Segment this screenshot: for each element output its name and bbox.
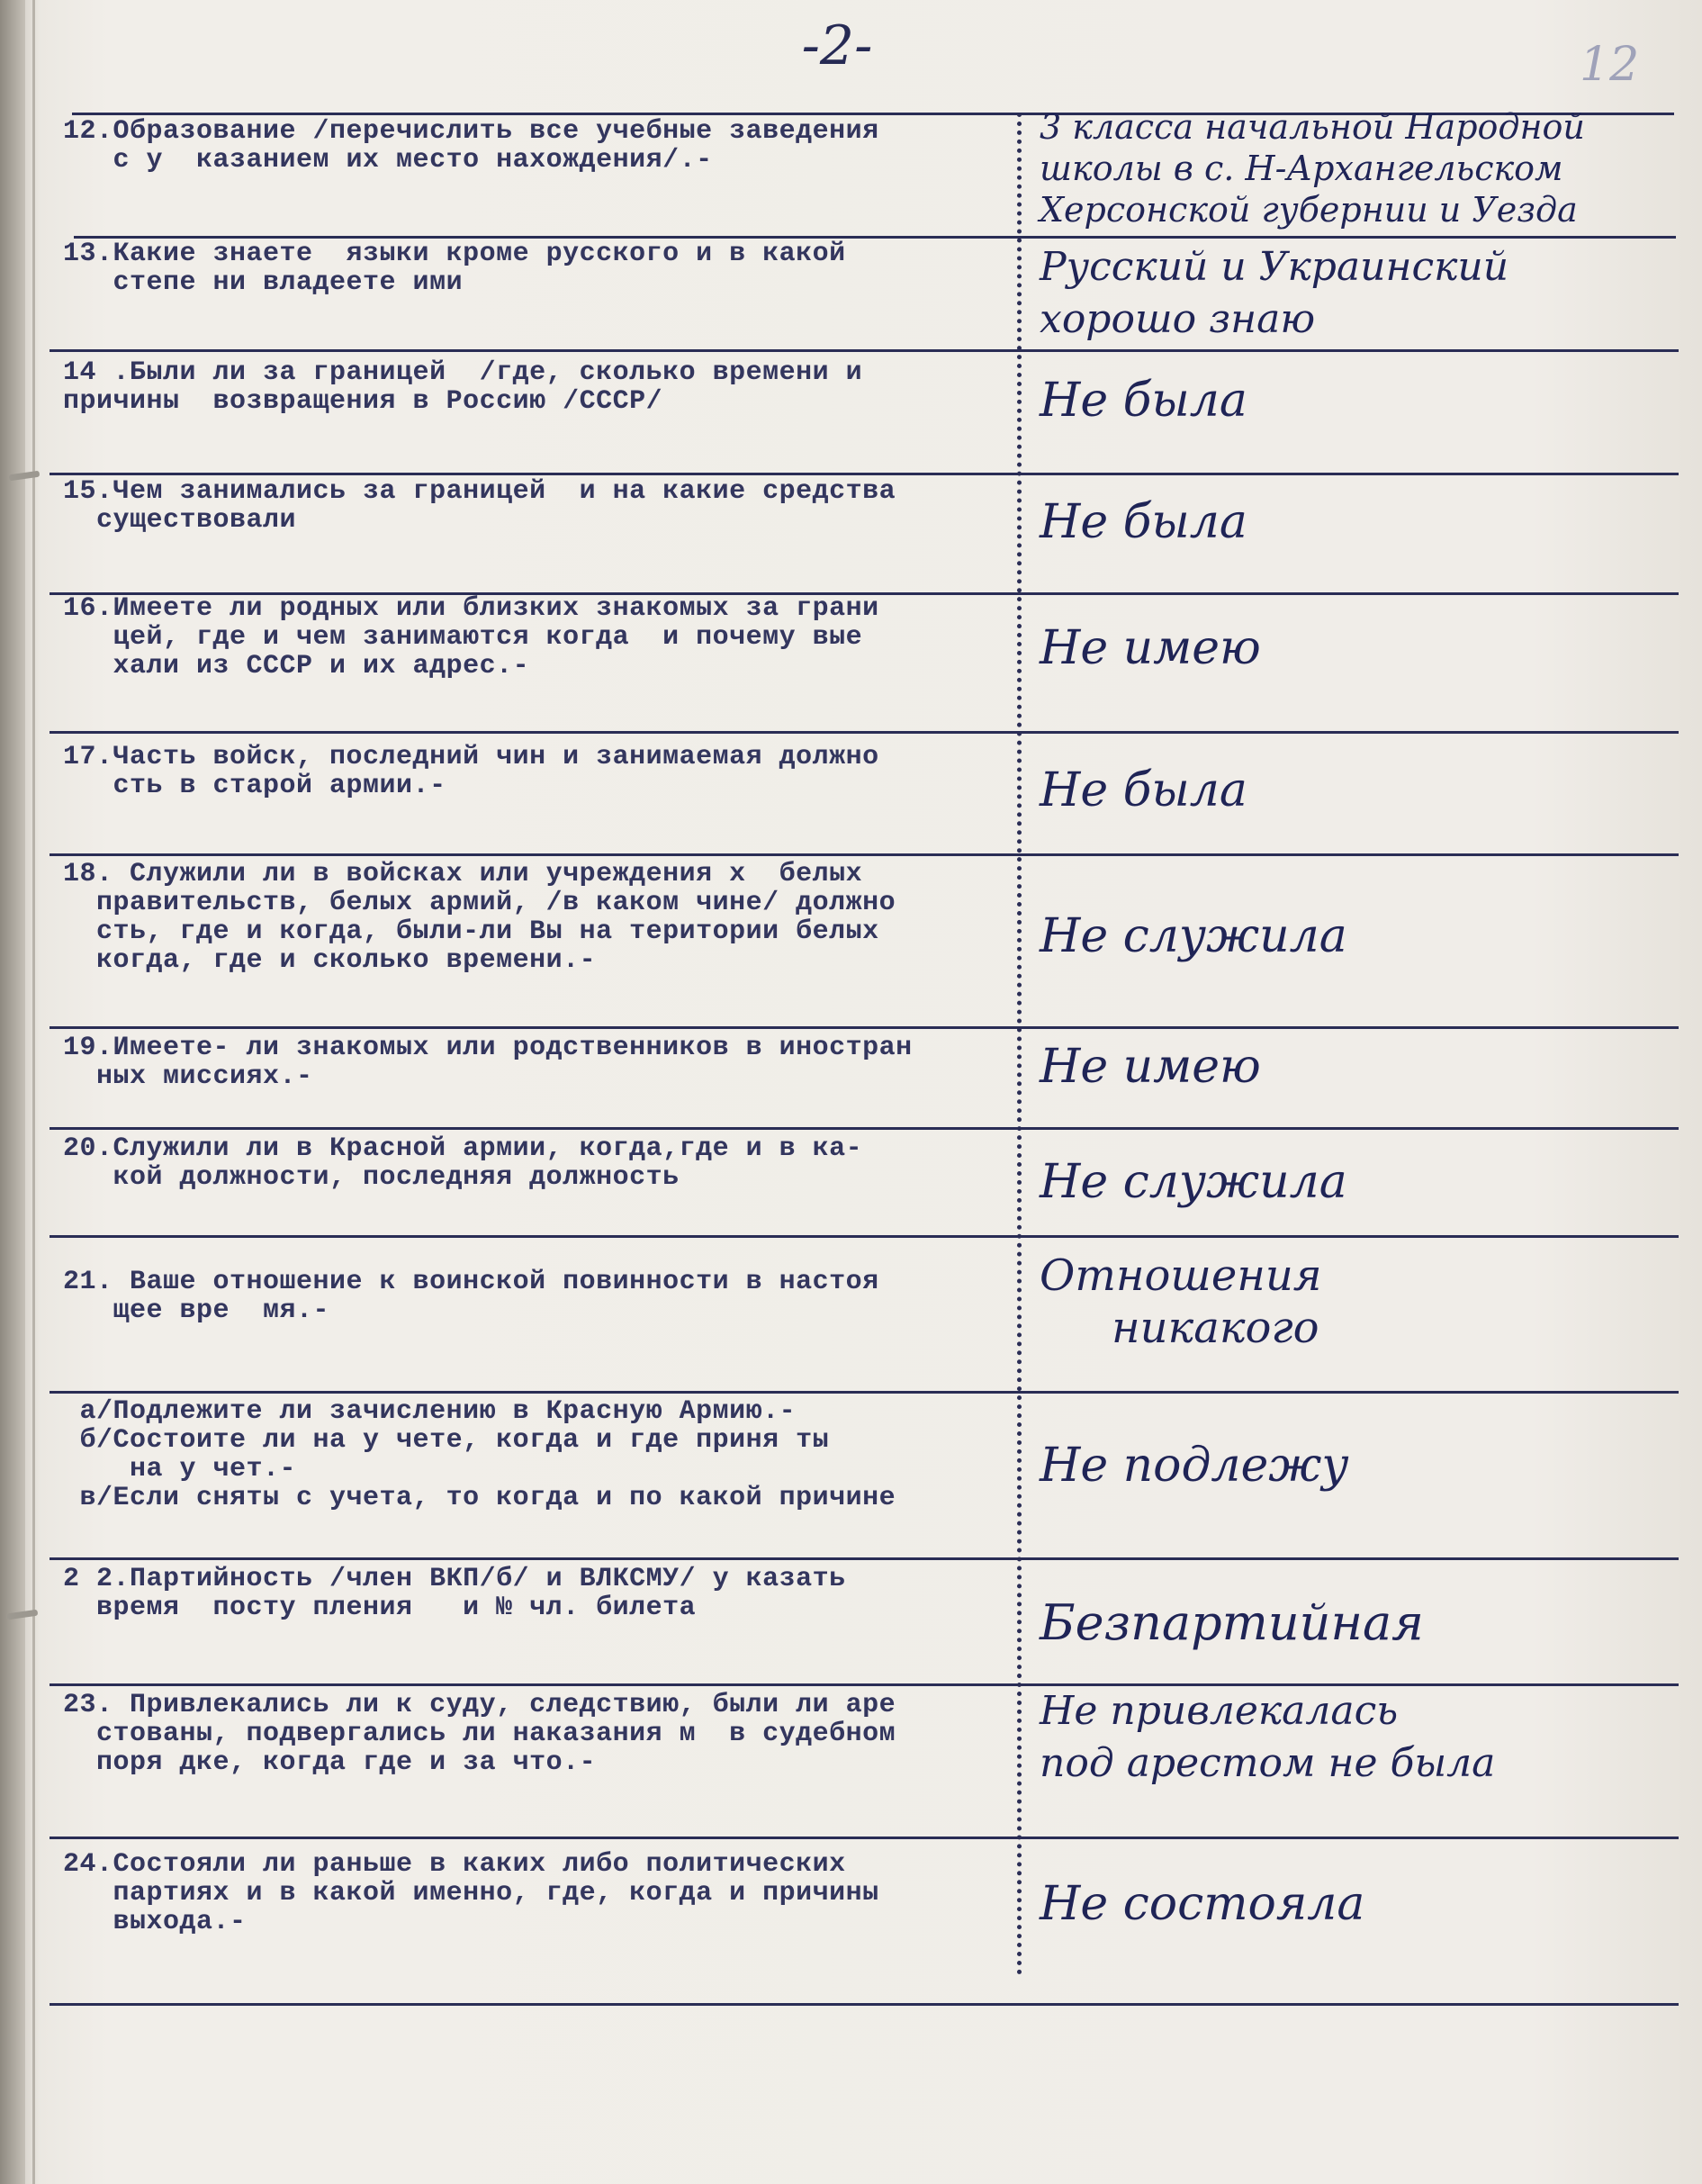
answer-13: Русский и Украинский хорошо знаю — [1040, 244, 1509, 342]
answer-20: Не служила — [1040, 1155, 1347, 1209]
row-rule — [50, 473, 1679, 475]
answer-19: Не имею — [1040, 1040, 1261, 1094]
question-23: 23. Привлекались ли к суду, следствию, были ли аре стованы, подвергались ли наказания м в судебном поря дке, когда где и за что.- — [63, 1690, 896, 1778]
question-19: 19.Имеете- ли знакомых или родственников в иностран ных миссиях.- — [63, 1033, 913, 1092]
row-rule — [50, 1391, 1679, 1394]
question-15: 15.Чем занимались за границей и на какие средства существовали — [63, 476, 896, 536]
row-rule — [50, 853, 1679, 856]
page-number: -2- — [801, 14, 873, 77]
row-rule — [50, 1026, 1679, 1029]
question-21-subitems: а/Подлежите ли зачислению в Красную Армию.- б/Состоите ли на у чете, когда и где приня ты на у чет.- в/Если сняты с учета, то когда и по какой причине — [63, 1396, 896, 1513]
row-rule — [50, 1235, 1679, 1238]
binding-line — [32, 0, 35, 2184]
question-13: 13.Какие знаете языки кроме русского и в какой степе ни владеете ими — [63, 239, 846, 298]
question-12: 12.Образование /перечислить все учебные заведения с у казанием их место нахождения/.- — [63, 116, 879, 176]
answer-24: Не состояла — [1040, 1877, 1365, 1931]
answer-14: Не была — [1040, 374, 1247, 428]
answer-21-subitems: Не подлежу — [1040, 1439, 1349, 1493]
answer-16: Не имею — [1040, 621, 1261, 675]
archive-page-stamp: 12 — [1580, 38, 1640, 92]
question-22: 2 2.Партийность /член ВКП/б/ и ВЛКСМУ/ у казать время посту пления и № чл. билета — [63, 1564, 846, 1623]
question-14: 14 .Были ли за границей /где, сколько времени и причины возвращения в Россию /СССР/ — [63, 357, 863, 417]
row-rule — [50, 731, 1679, 734]
question-24: 24.Состояли ли раньше в каких либо политических партиях и в какой именно, где, когда и причины выхода.- — [63, 1849, 879, 1937]
answer-22: Безпартийная — [1040, 1594, 1424, 1651]
question-18: 18. Служили ли в войсках или учреждения х белых правительств, белых армий, /в каком чине/ должно сть, где и когда, были-ли Вы на територии белых когда, где и сколько времени.- — [63, 859, 896, 976]
row-rule — [50, 1557, 1679, 1560]
answer-15: Не была — [1040, 495, 1247, 549]
question-20: 20.Служили ли в Красной армии, когда,где и в ка- кой должности, последняя должность — [63, 1133, 863, 1193]
answer-18: Не служила — [1040, 909, 1347, 963]
question-21: 21. Ваше отношение к воинской повинности в настоя щее вре мя.- — [63, 1267, 879, 1326]
row-rule — [50, 349, 1679, 352]
row-rule — [50, 1837, 1679, 1839]
answer-17: Не была — [1040, 763, 1247, 817]
row-rule — [50, 2003, 1679, 2006]
question-17: 17.Часть войск, последний чин и занимаемая должно сть в старой армии.- — [63, 742, 879, 801]
answer-21: Отношения никакого — [1040, 1250, 1322, 1353]
answer-12: 3 класса начальной Народной школы в с. Н-Архангельском Херсонской губернии и Уезда — [1040, 107, 1585, 230]
answer-23: Не привлекалась под арестом не была — [1040, 1688, 1496, 1786]
row-rule — [50, 1127, 1679, 1130]
question-16: 16.Имеете ли родных или близких знакомых за грани цей, где и чем занимаются когда и почему вые хали из СССР и их адрес.- — [63, 593, 879, 681]
binding-edge — [0, 0, 25, 2184]
